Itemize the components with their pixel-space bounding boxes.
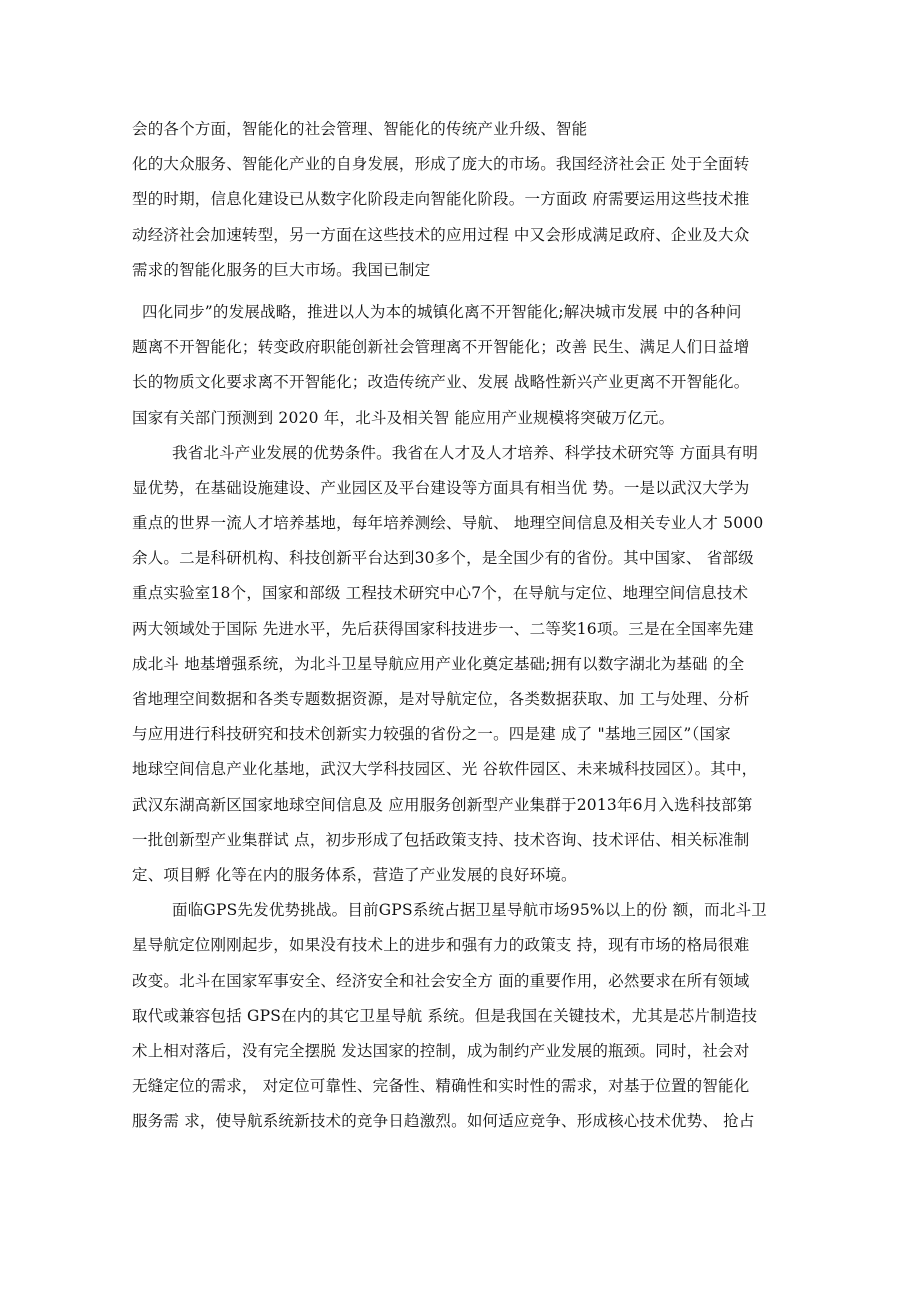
text-line: 一批创新型产业集群试 点，初步形成了包括政策支持、技术咨询、技术评估、相关标准制 — [132, 830, 750, 849]
paragraph-start-line: 我省北斗产业发展的优势条件。我省在人才及人才培养、科学技术研究等 方面具有明 — [172, 443, 759, 462]
text-line: 武汉东湖高新区国家地球空间信息及 应用服务创新型产业集群于2013年6月入选科技部第 — [132, 795, 753, 814]
text-line: 无缝定位的需求， 对定位可靠性、完备性、精确性和实时性的需求，对基于位置的智能化 — [132, 1077, 750, 1096]
text-line: 化的大众服务、智能化产业的自身发展，形成了庞大的市场。我国经济社会正 处于全面转 — [132, 155, 750, 174]
text-line: 需求的智能化服务的巨大市场。我国已制定 — [132, 260, 431, 279]
text-line: 服务需 求，使导航系统新技术的竞争日趋激烈。如何适应竞争、形成核心技术优势、 抢占 — [132, 1112, 755, 1131]
line-gap — [132, 288, 782, 295]
text-line: 术上相对落后，没有完全摆脱 发达国家的控制，成为制约产业发展的瓶颈。同时，社会对 — [132, 1041, 750, 1060]
text-line: 两大领域处于国际 先进水平，先后获得国家科技进步一、二等奖16项。三是在全国率先建 — [132, 619, 754, 638]
text-line: 会的各个方面，智能化的社会管理、智能化的传统产业升级、智能 — [132, 120, 588, 138]
text-line: 国家有关部门预测到 2020 年，北斗及相关智 能应用产业规模将突破万亿元。 — [132, 408, 675, 427]
text-line: 成北斗 地基增强系统，为北斗卫星导航应用产业化奠定基础;拥有以数字湖北为基础 的全 — [132, 654, 745, 673]
text-line: 四化同步”的发展战略，推进以人为本的城镇化离不开智能化;解决城市发展 中的各种问 — [142, 302, 742, 321]
text-line: 重点实验室18个，国家和部级 工程技术研究中心7个，在导航与定位、地理空间信息技术 — [132, 584, 749, 603]
text-line: 题离不开智能化；转变政府职能创新社会管理离不开智能化；改善 民生、满足人们日益增 — [132, 338, 750, 357]
text-line: 地球空间信息产业化基地，武汉大学科技园区、光 谷软件园区、未来城科技园区）。其中， — [132, 760, 758, 779]
text-line: 与应用进行科技研究和技术创新实力较强的省份之一。四是建 成了 "基地三园区”（国家 — [132, 725, 731, 744]
text-line: 取代或兼容包括 GPS在内的其它卫星导航 系统。但是我国在关键技术，尤其是芯片制造技 — [132, 1006, 758, 1025]
document-body — [132, 112, 782, 1139]
text-line: 省地理空间数据和各类专题数据资源，是对导航定位，各类数据获取、加 工与处理、分析 — [132, 690, 750, 708]
text-line: 型的时期，信息化建设已从数字化阶段走向智能化阶段。一方面政 府需要运用这些技术推 — [132, 190, 750, 209]
text-line: 星导航定位刚刚起步，如果没有技术上的进步和强有力的政策支 持，现有市场的格局很难 — [132, 936, 750, 955]
text-line: 重点的世界一流人才培养基地，每年培养测绘、导航、 地理空间信息及相关专业人才 5000 — [132, 514, 764, 533]
text-line: 余人。二是科研机构、科技创新平台达到30多个，是全国少有的省份。其中国家、 省部级 — [132, 549, 754, 568]
text-line: 定、项目孵 化等在内的服务体系，营造了产业发展的良好环境。 — [132, 865, 577, 884]
text-line: 动经济社会加速转型，另一方面在这些技术的应用过程 中又会形成满足政府、企业及大众 — [132, 225, 750, 244]
text-line: 长的物质文化要求离不开智能化；改造传统产业、发展 战略性新兴产业更离不开智能化。 — [132, 373, 750, 392]
paragraph-start-line: 面临GPS先发优势挑战。目前GPS系统占据卫星导航市场95%以上的份 额，而北斗卫 — [172, 901, 767, 920]
text-line: 显优势，在基础设施建设、产业园区及平台建设等方面具有相当优 势。一是以武汉大学为 — [132, 478, 750, 497]
text-line: 改变。北斗在国家军事安全、经济安全和社会安全方 面的重要作用，必然要求在所有领域 — [132, 971, 750, 990]
